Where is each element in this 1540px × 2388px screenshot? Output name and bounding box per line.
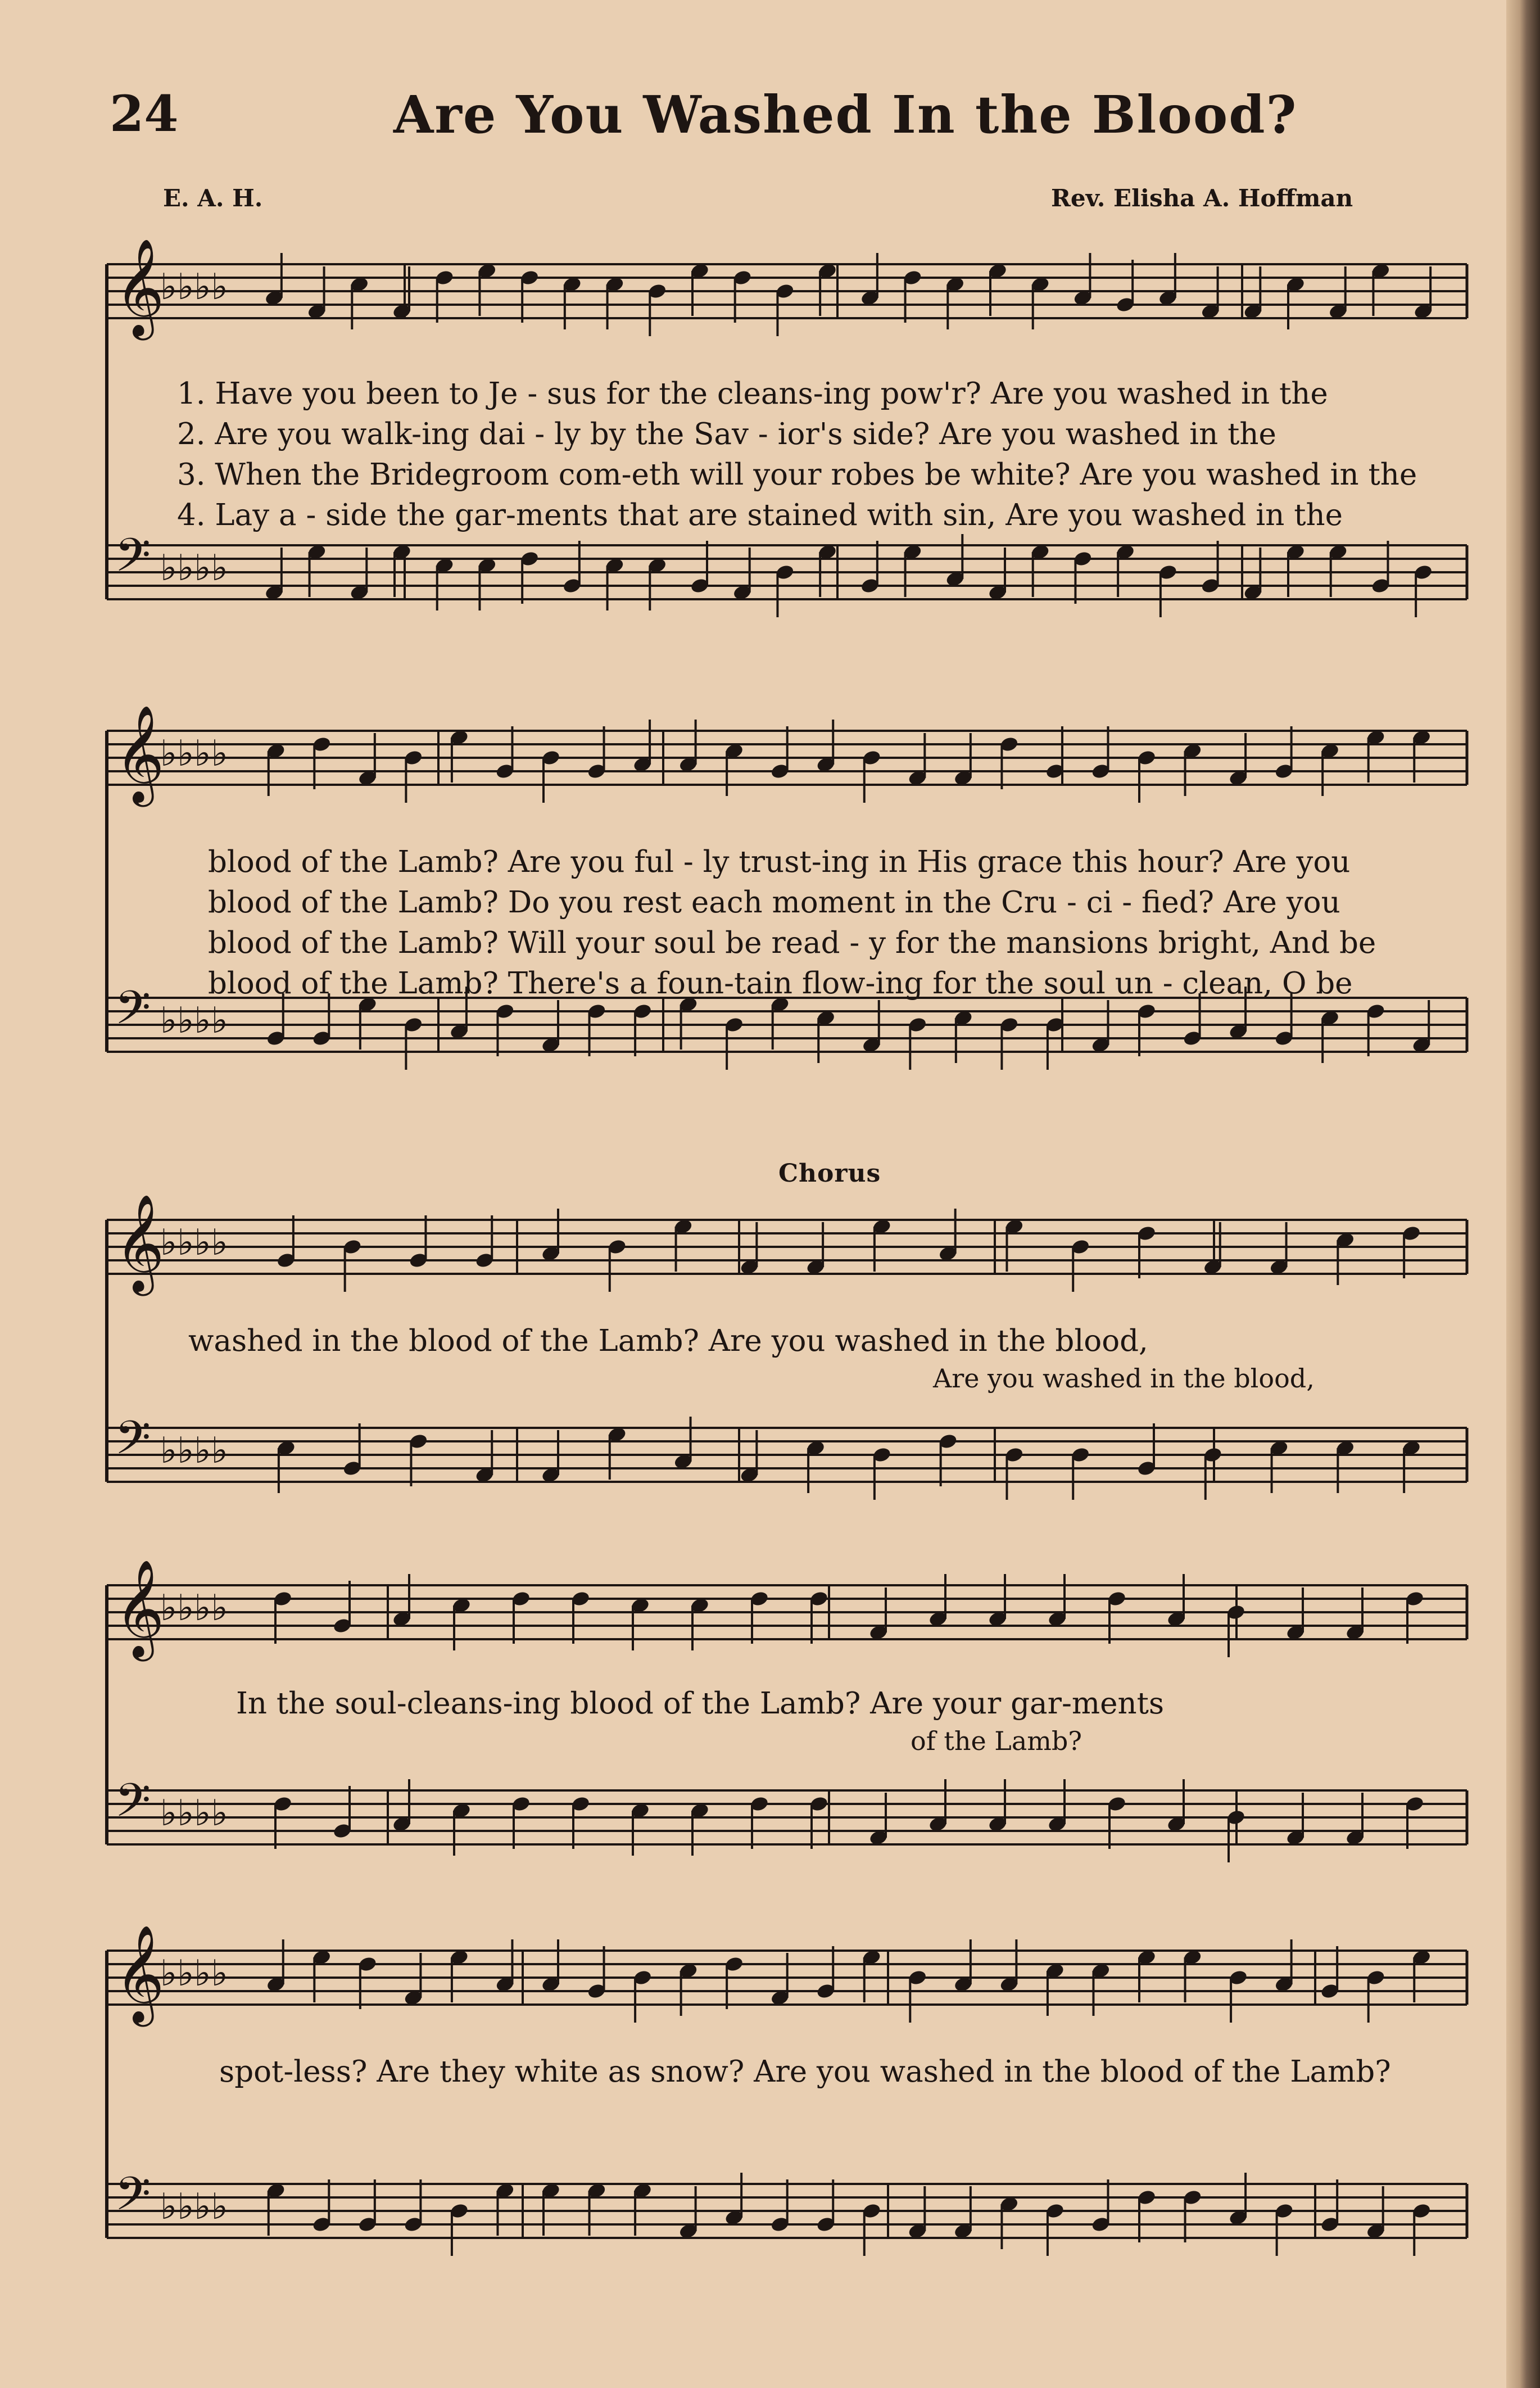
lyric-verse-1: 1. Have you been to Je - sus for the cleans-ing pow'r? Are you washed in the [177, 377, 1328, 411]
music-system-3 [107, 1194, 1467, 1529]
lyric-chorus-line: spot-less? Are they white as snow? Are you washed in the blood of the Lamb? [219, 2055, 1391, 2089]
page-number: 24 [110, 84, 179, 143]
key-signature-flats-icon: ♭♭♭♭ [160, 1222, 228, 1264]
staff-treble-5 [107, 1925, 1467, 2299]
bass-clef-icon: 𝄢 [115, 1410, 151, 1476]
lyric-verse-2: 2. Are you walk-ing dai - ly by the Sav - ior's side? Are you washed in the [177, 417, 1276, 451]
key-signature-flats-icon: ♭♭♭♭ [160, 1000, 228, 1042]
treble-staff [107, 1559, 1467, 1662]
lyric-verse-4: 4. Lay a - side the gar-ments that are stained with sin, Are you washed in the [177, 498, 1343, 532]
bass-clef-icon: 𝄢 [115, 2167, 151, 2232]
treble-clef-icon: 𝄞 [115, 238, 165, 336]
bass-clef-icon: 𝄢 [115, 528, 151, 594]
bass-clef-icon: 𝄢 [115, 1773, 151, 1839]
key-signature-flats-icon: ♭♭♭♭ [160, 1793, 228, 1834]
treble-staff [107, 1194, 1467, 1296]
lyric-chorus-line: In the soul-cleans-ing blood of the Lamb? Are your gar-ments [236, 1686, 1165, 1721]
bass-staff [107, 1773, 1467, 1862]
lyrics-credit: Rev. Elisha A. Hoffman [1051, 184, 1353, 212]
bass-staff [107, 1410, 1467, 1500]
treble-clef-icon: 𝄞 [115, 1925, 165, 2023]
lyric-verse-3: blood of the Lamb? Will your soul be read - y for the mansions bright, And be [208, 926, 1376, 960]
treble-clef-icon: 𝄞 [115, 1559, 165, 1657]
lyric-chorus-line: washed in the blood of the Lamb? Are you washed in the blood, [188, 1324, 1148, 1358]
treble-staff [107, 705, 1467, 807]
key-signature-flats-icon: ♭♭♭♭ [160, 1588, 228, 1629]
music-system-5 [107, 1925, 1467, 2299]
bass-staff [107, 528, 1467, 617]
lyric-echo-line: Are you washed in the blood, [933, 1363, 1315, 1394]
treble-staff [107, 238, 1467, 341]
lyric-verse-1: blood of the Lamb? Are you ful - ly trust-ing in His grace this hour? Are you [208, 845, 1351, 879]
bass-staff [107, 2167, 1467, 2256]
lyric-verse-4: blood of the Lamb? There's a foun-tain flow-ing for the soul un - clean, O be [208, 966, 1353, 1001]
music-system-4 [107, 1559, 1467, 1889]
treble-staff [107, 1925, 1467, 2027]
treble-clef-icon: 𝄞 [115, 705, 165, 803]
key-signature-flats-icon: ♭♭♭♭ [160, 733, 228, 775]
treble-clef-icon: 𝄞 [115, 1194, 165, 1292]
book-page-edge [1506, 0, 1540, 2388]
bass-clef-icon: 𝄢 [115, 980, 151, 1046]
music-credit: E. A. H. [163, 184, 263, 212]
music-system-2 [107, 705, 1467, 1141]
hymn-title: Are You Washed In the Blood? [393, 84, 1298, 145]
key-signature-flats-icon: ♭♭♭♭ [160, 548, 228, 589]
lyric-verse-3: 3. When the Bridegroom com-eth will your robes be white? Are you washed in the [177, 458, 1417, 492]
chorus-label: Chorus [778, 1159, 881, 1188]
staff-treble-4 [107, 1559, 1467, 1889]
key-signature-flats-icon: ♭♭♭♭ [160, 2186, 228, 2228]
key-signature-flats-icon: ♭♭♭♭ [160, 1953, 228, 1994]
key-signature-flats-icon: ♭♭♭♭ [160, 266, 228, 308]
lyric-verse-2: blood of the Lamb? Do you rest each moment in the Cru - ci - fied? Are you [208, 885, 1340, 920]
page-header [0, 0, 1506, 212]
key-signature-flats-icon: ♭♭♭♭ [160, 1430, 228, 1472]
lyric-echo-line: of the Lamb? [911, 1726, 1082, 1756]
music-system-1 [107, 238, 1467, 697]
